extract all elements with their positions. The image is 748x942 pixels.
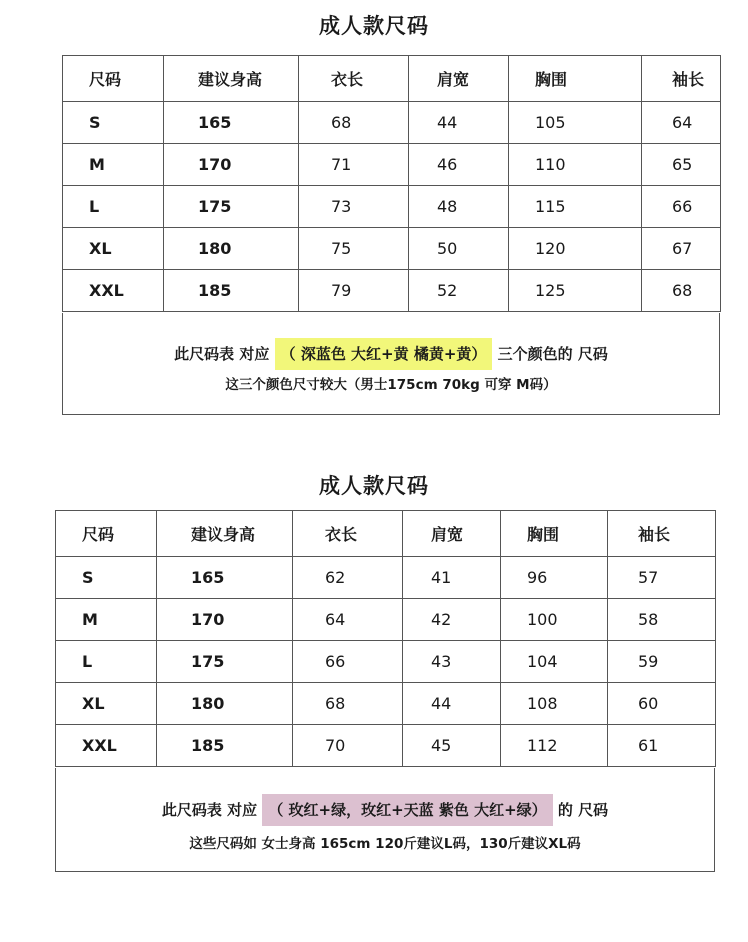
chest-cell: 104 [501,641,608,683]
table-row [56,641,716,683]
table-row [63,144,721,186]
header-size: 尺码 [63,56,164,102]
size-cell: S [56,557,157,599]
length-cell: 62 [293,557,403,599]
table-row [56,557,716,599]
header-height: 建议身高 [164,56,299,102]
size-chart-title-1: 成人款尺码 [319,14,429,38]
height-cell: 180 [157,683,293,725]
chest-cell: 96 [501,557,608,599]
chest-cell: 115 [509,186,642,228]
length-cell: 79 [299,270,409,312]
sleeve-cell: 65 [642,144,721,186]
chest-cell: 125 [509,270,642,312]
size-cell: M [63,144,164,186]
sleeve-cell: 58 [608,599,716,641]
length-cell: 64 [293,599,403,641]
shoulder-cell: 46 [409,144,509,186]
table-header-row [63,56,721,102]
table-row [63,228,721,270]
note-prefix: 此尺码表 对应 [174,345,270,363]
length-cell: 68 [299,102,409,144]
header-sleeve: 袖长 [642,56,721,102]
table-row [56,599,716,641]
height-cell: 185 [157,725,293,767]
height-cell: 175 [157,641,293,683]
size-chart-title-2: 成人款尺码 [319,474,429,498]
size-cell: XXL [56,725,157,767]
size-cell: L [63,186,164,228]
note-suffix: 的 尺码 [557,801,609,819]
note-prefix: 此尺码表 对应 [161,801,258,819]
shoulder-cell: 44 [403,683,501,725]
header-chest: 胸围 [501,511,608,557]
height-cell: 175 [164,186,299,228]
shoulder-cell: 45 [403,725,501,767]
size-cell: XL [56,683,157,725]
chest-cell: 100 [501,599,608,641]
height-cell: 180 [164,228,299,270]
height-cell: 185 [164,270,299,312]
note-line-2: 这三个颜色尺寸较大（男士175cm 70kg 可穿 M码） [225,377,557,393]
table-row [56,725,716,767]
shoulder-cell: 42 [403,599,501,641]
table-row [56,683,716,725]
header-length: 衣长 [293,511,403,557]
chest-cell: 112 [501,725,608,767]
size-cell: XL [63,228,164,270]
note-line-1 [63,343,719,364]
shoulder-cell: 52 [409,270,509,312]
shoulder-cell: 50 [409,228,509,270]
table-header-row [56,511,716,557]
sleeve-cell: 67 [642,228,721,270]
header-height: 建议身高 [157,511,293,557]
sleeve-cell: 66 [642,186,721,228]
size-cell: XXL [63,270,164,312]
header-length: 衣长 [299,56,409,102]
sleeve-cell: 68 [642,270,721,312]
size-cell: M [56,599,157,641]
color-highlight: （ 深蓝色 大红+黄 橘黄+黄） [275,338,493,370]
shoulder-cell: 41 [403,557,501,599]
length-cell: 68 [293,683,403,725]
note-line-1 [56,799,714,820]
header-size: 尺码 [56,511,157,557]
header-shoulder: 肩宽 [403,511,501,557]
table-row [63,270,721,312]
header-shoulder: 肩宽 [409,56,509,102]
height-cell: 165 [164,102,299,144]
sleeve-cell: 64 [642,102,721,144]
size-cell: L [56,641,157,683]
header-chest: 胸围 [509,56,642,102]
length-cell: 75 [299,228,409,270]
sleeve-cell: 61 [608,725,716,767]
shoulder-cell: 44 [409,102,509,144]
chest-cell: 110 [509,144,642,186]
table-row [63,186,721,228]
length-cell: 66 [293,641,403,683]
size-note-2 [55,768,715,872]
size-table-2 [55,510,716,767]
height-cell: 165 [157,557,293,599]
note-line-2: 这些尺码如 女士身高 165cm 120斤建议L码，130斤建议XL码 [189,836,581,852]
sleeve-cell: 60 [608,683,716,725]
header-sleeve: 袖长 [608,511,716,557]
height-cell: 170 [164,144,299,186]
sleeve-cell: 57 [608,557,716,599]
size-cell: S [63,102,164,144]
chest-cell: 108 [501,683,608,725]
chest-cell: 105 [509,102,642,144]
shoulder-cell: 48 [409,186,509,228]
size-table-1 [62,55,721,312]
height-cell: 170 [157,599,293,641]
table-row [63,102,721,144]
color-highlight: （ 玫红+绿，玫红+天蓝 紫色 大红+绿） [262,794,552,826]
length-cell: 73 [299,186,409,228]
length-cell: 71 [299,144,409,186]
sleeve-cell: 59 [608,641,716,683]
shoulder-cell: 43 [403,641,501,683]
length-cell: 70 [293,725,403,767]
note-suffix: 三个颜色的 尺码 [497,345,608,363]
chest-cell: 120 [509,228,642,270]
size-note-1 [62,313,720,415]
